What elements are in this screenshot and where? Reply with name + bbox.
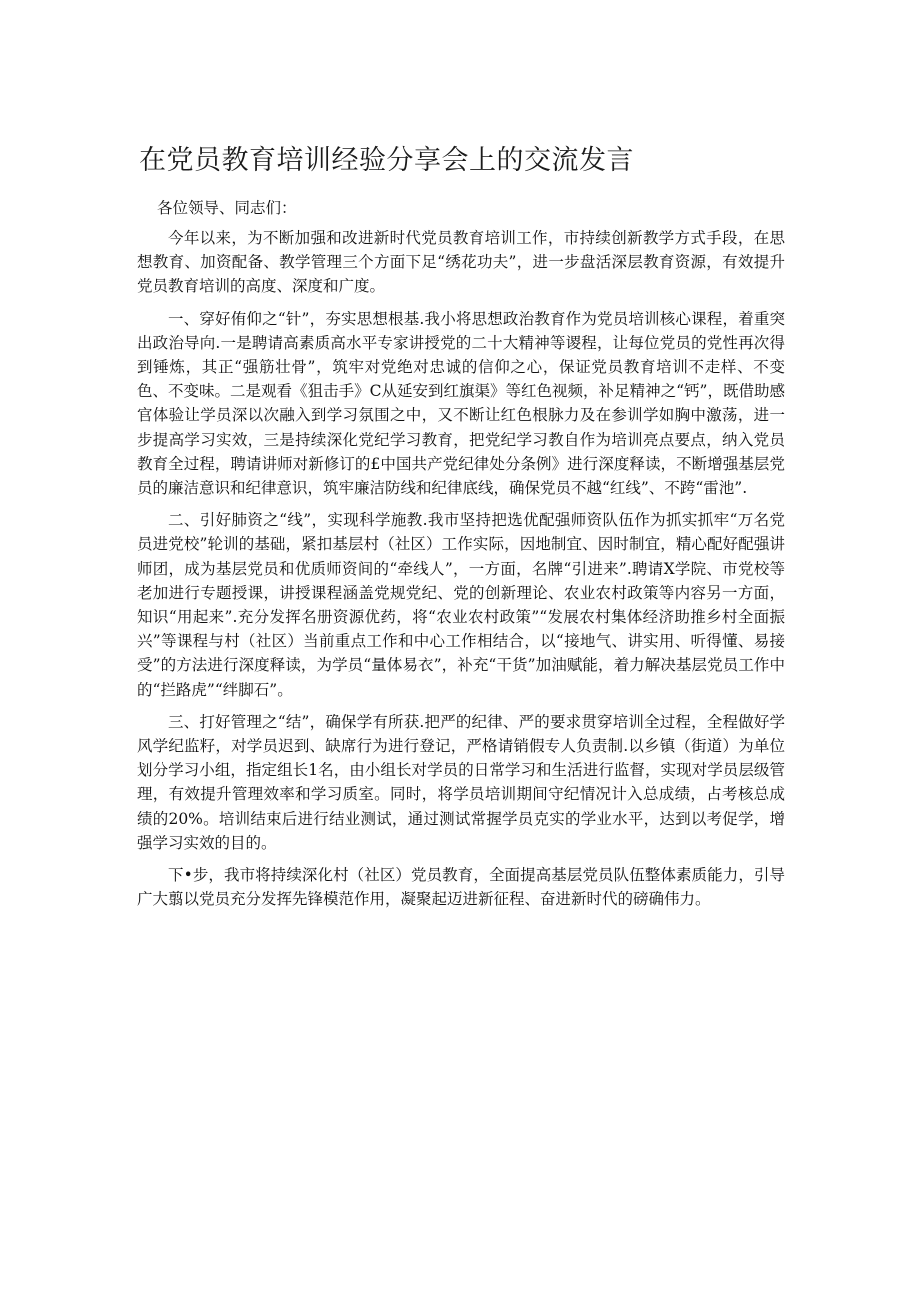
paragraph-next-steps: 下•步，我市将持续深化村（社区）党员教育，全面提高基层党员队伍整体素质能力，引导广大翦以党员充分发挥先锋模范作用，凝聚起迈进新征程、奋进新时代的磅确伟力。 bbox=[137, 866, 785, 909]
paragraph-section-three: 三、打好管理之“结”，确保学有所获.把严的纪律、严的要求贯穿培训全过程，全程做好学风学纪监籽，对学员迟到、缺席行为进行登记，严格请销假专人负责制.以乡镇（街道）为单位划分学习小组，指定组长1名，由小组长对学员的日常学习和生活进行监督，实现对学员层级管理，有效提升管理效率和学习质室。同时，将学员培训期间守纪情况计入总成绩，占考核总成绩的20%。培训结束后进行结业测试，通过测试常握学员克实的学业水平，达到以考促学，增强学习实效的目的。 bbox=[137, 712, 785, 852]
paragraph-section-one: 一、穿好侑仰之“针”，夯实思想根基.我小将思想政治教育作为党员培训核心课程，着重突出政治导向.一是聘请高素质高水平专家讲授党的二十大精神等谡程，让每位党员的党性再次得到锤炼，其正“强筋壮骨”，筑牢对党绝对忠诚的信仰之心，保证党员教育培训不走样、不变色、不变味。二是观看《狙击手》C从延安到红旗渠》等红色视频，补足精神之“钙”，既借助感官体验让学员深以次融入到学习氛围之中，又不断让红色根脉力及在参训学如胸中激荡，进一步提高学习实效，三是持续深化党纪学习教育，把党纪学习教自作为培训亮点要点，纳入党员教育全过程，聘请讲师对新修订的£中国共产党纪律处分条例》进行深度释读，不断增强基层党员的廉洁意识和纪律意识，筑牢廉洁防线和纪律底线，确保党员不越“红线”、不跨“雷池”. bbox=[137, 309, 785, 498]
paragraph-section-two: 二、引好肺资之“线”，实现科学施教.我市坚持把选优配强师资队伍作为抓实抓牢“万名党员进党校”轮训的基础，紧扣基层村（社区）工作实际，因地制宜、因时制宜，精心配好配强讲师团，成为基层党员和优质师资间的“牵线人”，一方面，名牌“引进来”.聘请X学院、市党校等老加进行专题授课，讲授课程涵盖党规党纪、党的创新理论、农业农村政策等内容另一方面，知识“用起来”.充分发挥名册资源优药，将“农业农村政策”“发展农村集体经济助推乡村全面振兴”等课程与村（社区）当前重点工作和中心工作相结合，以“接地气、讲实用、听得懂、易接受”的方法进行深度释读，为学员“量体易衣”，补充“干货”加油赋能，着力解决基层党员工作中的“拦路虎”“绊脚石”。 bbox=[137, 511, 785, 699]
document-body bbox=[137, 196, 785, 919]
salutation: 各位领导、同志们： bbox=[157, 199, 297, 217]
paragraph-intro: 今年以来，为不断加强和改进新时代党员教育培训工作，市持续创新教学方式手段，在思想教育、加资配备、教学管理三个方面下足“绣花功夫”，进一步盘活深层教育资源，有效提升党员教育培训的高度、深度和广度。 bbox=[137, 229, 785, 296]
document-title: 在党员教育培训经验分享会上的交流发言 bbox=[139, 145, 634, 176]
